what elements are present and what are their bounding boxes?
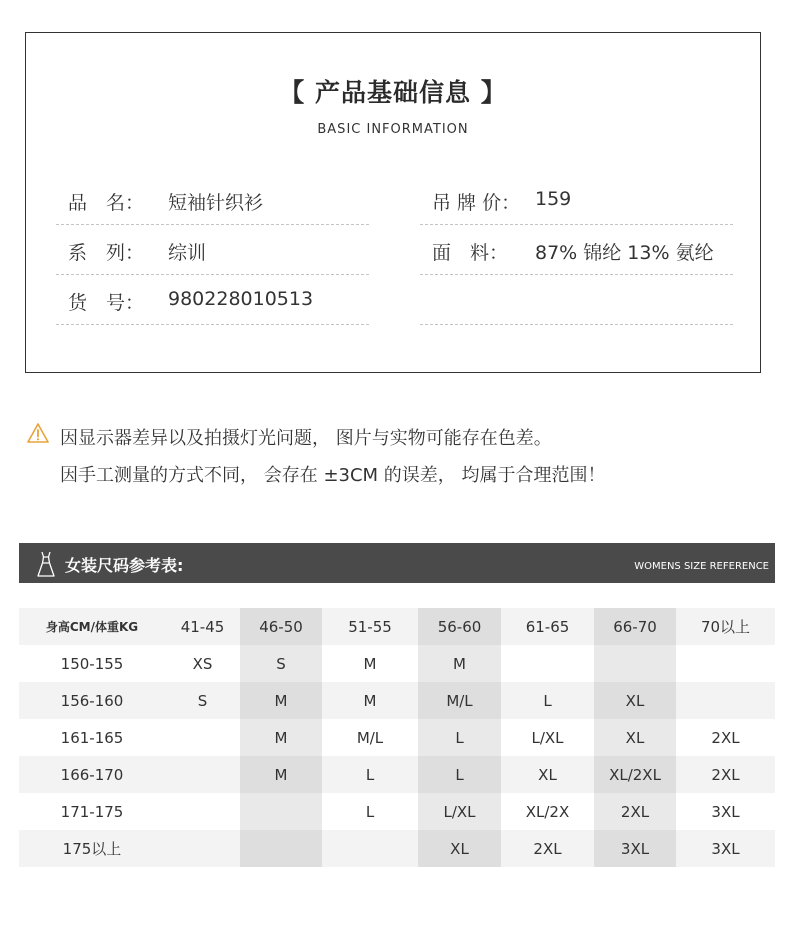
- size-cell: [165, 830, 240, 867]
- size-cell: M: [322, 682, 418, 719]
- height-cell: 161-165: [19, 719, 165, 756]
- size-cell: 2XL: [676, 719, 775, 756]
- field-empty: [420, 275, 733, 325]
- field-fabric: [420, 225, 733, 275]
- size-cell: [501, 645, 594, 682]
- size-reference-title: 女装尺码参考表:: [65, 556, 184, 575]
- size-reference-subtitle: WOMENS SIZE REFERENCE: [634, 561, 769, 572]
- height-cell: 171-175: [19, 793, 165, 830]
- field-tag-price: [420, 175, 733, 225]
- field-value: 综训: [168, 242, 207, 264]
- size-cell: 2XL: [676, 756, 775, 793]
- size-cell: L: [418, 756, 501, 793]
- basic-info-title: 【 产品基础信息 】: [279, 78, 507, 107]
- table-row: [19, 830, 775, 867]
- field-item-number: [56, 275, 369, 325]
- field-value: 短袖针织衫: [168, 192, 264, 214]
- size-cell: L: [501, 682, 594, 719]
- basic-info-panel: [25, 32, 761, 373]
- size-cell: M/L: [322, 719, 418, 756]
- weight-column-header: 70以上: [676, 608, 775, 645]
- size-reference-header: [19, 543, 775, 583]
- field-label: 面 料：: [432, 242, 509, 264]
- size-cell: S: [165, 682, 240, 719]
- size-cell: [676, 682, 775, 719]
- size-cell: M: [322, 645, 418, 682]
- size-cell: L: [322, 793, 418, 830]
- field-label: 系 列：: [68, 242, 145, 264]
- size-cell: [594, 645, 676, 682]
- size-cell: 2XL: [501, 830, 594, 867]
- table-row: [19, 719, 775, 756]
- height-cell: 150-155: [19, 645, 165, 682]
- size-cell: M: [240, 682, 322, 719]
- size-cell: 2XL: [594, 793, 676, 830]
- size-cell: L: [418, 719, 501, 756]
- height-cell: 156-160: [19, 682, 165, 719]
- notice-text: 因手工测量的方式不同， 会存在 ±3CM 的误差， 均属于合理范围！: [60, 465, 606, 486]
- size-cell: L: [322, 756, 418, 793]
- size-cell: XL: [594, 719, 676, 756]
- size-cell: XL: [418, 830, 501, 867]
- notice-text: 因显示器差异以及拍摄灯光问题， 图片与实物可能存在色差。: [60, 428, 552, 449]
- height-cell: 166-170: [19, 756, 165, 793]
- weight-column-header: 41-45: [165, 608, 240, 645]
- field-label: 吊 牌 价：: [432, 192, 521, 214]
- size-cell: L/XL: [418, 793, 501, 830]
- size-cell: XS: [165, 645, 240, 682]
- field-value: 980228010513: [168, 288, 314, 310]
- size-cell: 3XL: [676, 793, 775, 830]
- weight-column-header: 51-55: [322, 608, 418, 645]
- table-row: [19, 793, 775, 830]
- height-cell: 175以上: [19, 830, 165, 867]
- size-cell: XL: [501, 756, 594, 793]
- size-cell: M: [240, 719, 322, 756]
- size-cell: [676, 645, 775, 682]
- size-table: [19, 608, 775, 867]
- size-cell: M: [418, 645, 501, 682]
- warning-triangle-icon: [27, 422, 49, 444]
- size-cell: M/L: [418, 682, 501, 719]
- weight-column-header: 66-70: [594, 608, 676, 645]
- weight-column-header: 56-60: [418, 608, 501, 645]
- weight-column-header: 61-65: [501, 608, 594, 645]
- field-value: 87% 锦纶 13% 氨纶: [535, 242, 714, 264]
- field-series: [56, 225, 369, 275]
- size-cell: [165, 719, 240, 756]
- size-cell: [240, 830, 322, 867]
- size-cell: L/XL: [501, 719, 594, 756]
- field-product-name: [56, 175, 369, 225]
- dress-icon: [36, 551, 56, 577]
- size-cell: XL: [594, 682, 676, 719]
- weight-column-header: 46-50: [240, 608, 322, 645]
- size-cell: [322, 830, 418, 867]
- size-cell: 3XL: [676, 830, 775, 867]
- size-cell: [240, 793, 322, 830]
- basic-info-subtitle: BASIC INFORMATION: [317, 122, 469, 137]
- table-row: [19, 645, 775, 682]
- table-header-row: [19, 608, 775, 645]
- size-cell: [165, 793, 240, 830]
- field-label: 品 名：: [68, 192, 145, 214]
- field-label: 货 号：: [68, 292, 145, 314]
- table-row: [19, 756, 775, 793]
- size-cell: S: [240, 645, 322, 682]
- size-cell: [165, 756, 240, 793]
- size-cell: 3XL: [594, 830, 676, 867]
- size-cell: XL/2XL: [594, 756, 676, 793]
- corner-label: 身高CM/体重KG: [19, 608, 165, 645]
- size-cell: XL/2X: [501, 793, 594, 830]
- field-value: 159: [535, 188, 572, 210]
- table-row: [19, 682, 775, 719]
- size-cell: M: [240, 756, 322, 793]
